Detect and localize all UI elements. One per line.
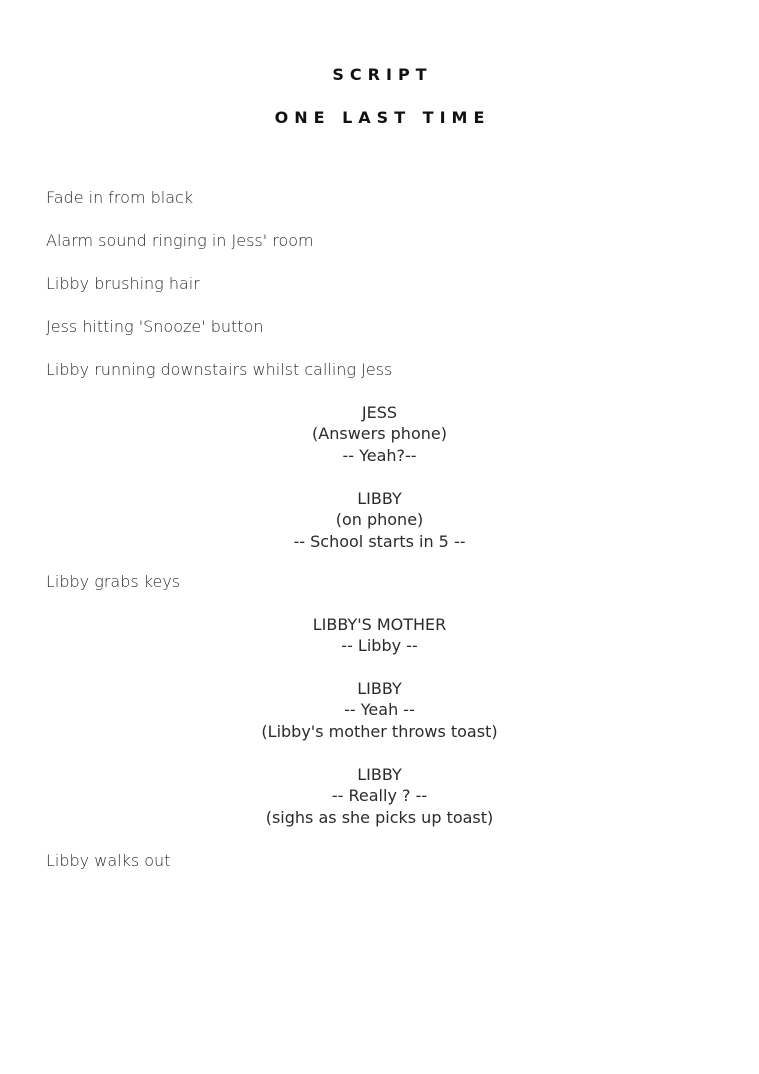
script-title: ONE LAST TIME [274,108,491,127]
dialogue-line: -- Libby -- [341,636,418,655]
dialogue-line: -- Yeah -- [344,700,415,719]
parenthetical: (on phone) [335,510,424,529]
action-line: Libby grabs keys [46,572,181,591]
document-title: SCRIPT [332,65,433,84]
parenthetical: (Answers phone) [312,424,447,443]
parenthetical: (Libby's mother throws toast) [261,722,498,741]
character-name: LIBBY [357,489,402,508]
action-line: Libby walks out [46,851,171,870]
character-name: LIBBY [357,765,402,784]
dialogue-line: -- School starts in 5 -- [293,532,466,551]
character-name: LIBBY [357,679,402,698]
action-line: Jess hitting 'Snooze' button [46,317,264,336]
character-name: JESS [361,403,398,422]
action-line: Libby running downstairs whilst calling Jess [46,360,393,379]
dialogue-line: -- Really ? -- [331,786,428,805]
dialogue-line: -- Yeah?-- [342,446,417,465]
character-name: LIBBY'S MOTHER [312,615,447,634]
action-line: Alarm sound ringing in Jess' room [46,231,314,250]
parenthetical: (sighs as she picks up toast) [265,808,494,827]
action-line: Fade in from black [46,188,194,207]
action-line: Libby brushing hair [46,274,200,293]
